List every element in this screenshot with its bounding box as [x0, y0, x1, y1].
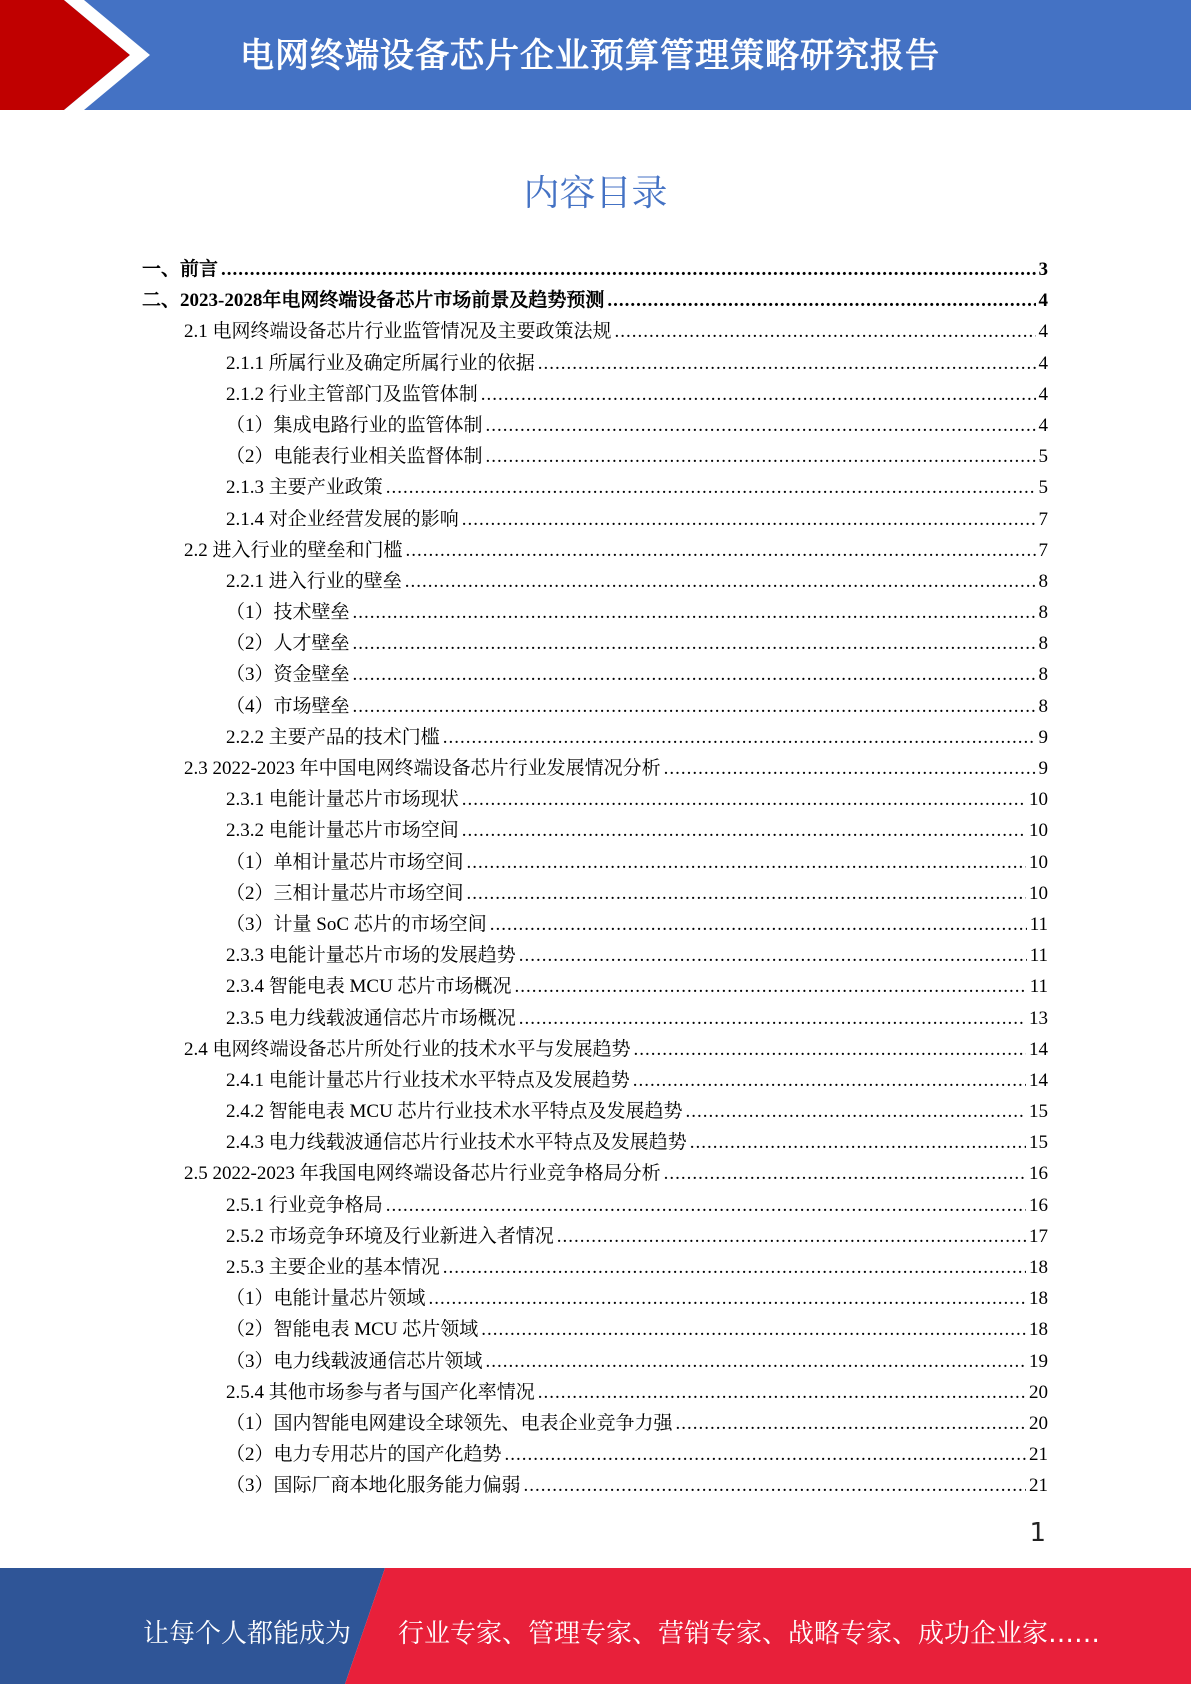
toc-entry-title: （2）人才壁垒 — [226, 633, 350, 655]
toc-entry-page: 10 — [1029, 882, 1048, 904]
toc-entry-page: 16 — [1029, 1194, 1048, 1216]
toc-entry-title: 2.5 2022-2023 年我国电网终端设备芯片行业竞争格局分析 — [184, 1163, 661, 1185]
toc-entry[interactable] — [142, 815, 1048, 846]
toc-dot-leader — [664, 753, 1036, 784]
toc-entry-title: 2.3.2 电能计量芯片市场空间 — [226, 820, 459, 842]
toc-dot-leader — [505, 1439, 1026, 1470]
toc-entry[interactable] — [142, 1096, 1048, 1127]
toc-entry-page: 8 — [1038, 695, 1048, 717]
toc-entry[interactable] — [142, 1127, 1048, 1158]
toc-entry[interactable] — [142, 691, 1048, 722]
toc-dot-leader — [406, 535, 1036, 566]
toc-entry-title: 2.3.5 电力线载波通信芯片市场概况 — [226, 1007, 516, 1029]
toc-dot-leader — [462, 784, 1026, 815]
toc-dot-leader — [519, 1003, 1026, 1034]
toc-entry[interactable] — [142, 1158, 1048, 1189]
toc-entry[interactable] — [142, 878, 1048, 909]
toc-dot-leader — [615, 316, 1036, 347]
toc-entry-title: （4）市场壁垒 — [226, 695, 350, 717]
toc-entry[interactable] — [142, 1190, 1048, 1221]
toc-dot-leader — [221, 254, 1035, 285]
toc-entry-title: 2.1.3 主要产业政策 — [226, 477, 383, 499]
toc-dot-leader — [538, 1377, 1026, 1408]
toc-entry-page: 11 — [1029, 913, 1048, 935]
toc-entry-page: 15 — [1029, 1132, 1048, 1154]
toc-entry-page: 5 — [1038, 446, 1048, 468]
toc-entry-title: （2）电力专用芯片的国产化趋势 — [226, 1444, 502, 1466]
toc-entry[interactable] — [142, 847, 1048, 878]
toc-dot-leader — [686, 1096, 1026, 1127]
toc-dot-leader — [486, 1346, 1026, 1377]
toc-entry-page: 4 — [1038, 383, 1048, 405]
page-number: 1 — [1029, 1518, 1046, 1548]
toc-entry[interactable] — [142, 940, 1048, 971]
toc-entry-page: 8 — [1038, 664, 1048, 686]
toc-entry-page: 9 — [1038, 758, 1048, 779]
toc-entry[interactable] — [142, 535, 1048, 566]
toc-entry-page: 17 — [1029, 1225, 1048, 1247]
toc-entry[interactable] — [142, 659, 1048, 690]
toc-entry[interactable] — [142, 348, 1048, 379]
toc-entry-title: 2.2.1 进入行业的壁垒 — [226, 570, 402, 592]
toc-dot-leader — [664, 1158, 1026, 1189]
toc-entry-page: 16 — [1029, 1163, 1048, 1185]
toc-entry-page: 19 — [1029, 1350, 1048, 1372]
toc-entry[interactable] — [142, 1377, 1048, 1408]
toc-entry-title: （1）电能计量芯片领域 — [226, 1288, 426, 1310]
toc-entry[interactable] — [142, 1003, 1048, 1034]
toc-entry-page: 15 — [1029, 1101, 1048, 1123]
toc-entry-page: 8 — [1038, 633, 1048, 655]
toc-entry[interactable] — [142, 1065, 1048, 1096]
toc-dot-leader — [607, 285, 1035, 316]
toc-dot-leader — [481, 1314, 1026, 1345]
toc-entry-title: 2.5.2 市场竞争环境及行业新进入者情况 — [226, 1225, 554, 1247]
toc-entry[interactable] — [142, 441, 1048, 472]
toc-entry-page: 8 — [1038, 602, 1048, 624]
toc-entry-title: 2.5.4 其他市场参与者与国产化率情况 — [226, 1381, 535, 1403]
toc-entry-title: （3）电力线载波通信芯片领域 — [226, 1350, 483, 1372]
toc-entry-page: 3 — [1038, 259, 1048, 280]
toc-entry[interactable] — [142, 1314, 1048, 1345]
toc-entry-page: 4 — [1038, 321, 1048, 343]
footer-slogan-left: 让每个人都能成为 — [143, 1619, 352, 1649]
toc-entry-title: 2.1.4 对企业经营发展的影响 — [226, 508, 459, 530]
toc-entry-page: 8 — [1038, 570, 1048, 592]
toc-entry-title: 2.3.3 电能计量芯片市场的发展趋势 — [226, 945, 516, 967]
toc-entry[interactable] — [142, 722, 1048, 753]
toc-entry-page: 11 — [1029, 945, 1048, 967]
toc-entry-title: （2）三相计量芯片市场空间 — [226, 882, 464, 904]
toc-entry-title: 2.4.3 电力线载波通信芯片行业技术水平特点及发展趋势 — [226, 1132, 687, 1154]
toc-dot-leader — [353, 659, 1036, 690]
toc-dot-leader — [353, 691, 1036, 722]
toc-dot-leader — [690, 1127, 1026, 1158]
toc-entry[interactable] — [142, 1283, 1048, 1314]
toc-entry-title: （3）计量 SoC 芯片的市场空间 — [226, 913, 487, 935]
toc-entry-page: 10 — [1029, 851, 1048, 873]
toc-entry-title: 2.5.1 行业竞争格局 — [226, 1194, 383, 1216]
toc-entry-title: 2.4 电网终端设备芯片所处行业的技术水平与发展趋势 — [184, 1038, 631, 1060]
toc-entry-title: 2.1 电网终端设备芯片行业监管情况及主要政策法规 — [184, 321, 612, 343]
toc-entry-title: 2.1.2 行业主管部门及监管体制 — [226, 383, 478, 405]
toc-entry[interactable] — [142, 285, 1048, 316]
toc-dot-leader — [386, 1190, 1026, 1221]
toc-entry[interactable] — [142, 1034, 1048, 1065]
toc-entry-page: 18 — [1029, 1288, 1048, 1310]
toc-entry-page: 10 — [1029, 820, 1048, 842]
toc-entry-title: 2.2.2 主要产品的技术门槛 — [226, 726, 440, 748]
toc-entry[interactable] — [142, 753, 1048, 784]
page-footer — [0, 1568, 1191, 1684]
toc-entry[interactable] — [142, 784, 1048, 815]
toc-entry-page: 4 — [1038, 414, 1048, 436]
toc-entry-page: 7 — [1038, 508, 1048, 530]
toc-entry-title: （2）智能电表 MCU 芯片领域 — [226, 1319, 479, 1341]
toc-entry[interactable] — [142, 410, 1048, 441]
toc-entry-page: 4 — [1038, 352, 1048, 374]
footer-slogan-right: 行业专家、管理专家、营销专家、战略专家、成功企业家…… — [398, 1619, 1101, 1649]
toc-dot-leader — [633, 1065, 1026, 1096]
toc-entry-page: 21 — [1029, 1475, 1048, 1497]
toc-dot-leader — [467, 847, 1026, 878]
toc-entry-page: 11 — [1029, 976, 1048, 998]
toc-entry[interactable] — [142, 254, 1048, 285]
toc-entry-page: 18 — [1029, 1319, 1048, 1341]
toc-dot-leader — [490, 909, 1027, 940]
toc-entry[interactable] — [142, 1439, 1048, 1470]
toc-dot-leader — [467, 878, 1026, 909]
toc-entry-title: 2.4.1 电能计量芯片行业技术水平特点及发展趋势 — [226, 1069, 630, 1091]
toc-dot-leader — [462, 815, 1026, 846]
toc-entry-title: （1）技术壁垒 — [226, 602, 350, 624]
toc-entry[interactable] — [142, 1221, 1048, 1252]
toc-entry[interactable] — [142, 1252, 1048, 1283]
toc-dot-leader — [557, 1221, 1026, 1252]
toc-entry-page: 21 — [1029, 1444, 1048, 1466]
toc-entry-title: 2.4.2 智能电表 MCU 芯片行业技术水平特点及发展趋势 — [226, 1101, 683, 1123]
toc-entry[interactable] — [142, 316, 1048, 347]
toc-entry[interactable] — [142, 504, 1048, 535]
toc-entry-title: 一、前言 — [142, 259, 219, 280]
toc-entry[interactable] — [142, 1346, 1048, 1377]
toc-entry-page: 9 — [1038, 726, 1048, 748]
toc-entry-page: 5 — [1038, 477, 1048, 499]
toc-entry[interactable] — [142, 566, 1048, 597]
toc-entry-page: 14 — [1029, 1069, 1048, 1091]
toc-entry-title: （1）国内智能电网建设全球领先、电表企业竞争力强 — [226, 1412, 673, 1434]
toc-dot-leader — [486, 441, 1036, 472]
toc-entry-title: 2.3.1 电能计量芯片市场现状 — [226, 789, 459, 811]
toc-entry-title: （3）资金壁垒 — [226, 664, 350, 686]
toc-entry-title: 二、2023-2028年电网终端设备芯片市场前景及趋势预测 — [142, 290, 605, 312]
page-header — [0, 0, 1191, 110]
toc-entry[interactable] — [142, 1408, 1048, 1439]
table-of-contents — [142, 254, 1048, 1502]
toc-dot-leader — [353, 597, 1036, 628]
toc-entry[interactable] — [142, 472, 1048, 503]
toc-dot-leader — [443, 1252, 1026, 1283]
toc-entry-page: 18 — [1029, 1257, 1048, 1278]
toc-dot-leader — [429, 1283, 1026, 1314]
toc-entry-title: 2.5.3 主要企业的基本情况 — [226, 1257, 440, 1278]
toc-entry-title: （2）电能表行业相关监督体制 — [226, 446, 483, 468]
toc-dot-leader — [634, 1034, 1026, 1065]
toc-entry[interactable] — [142, 379, 1048, 410]
toc-dot-leader — [524, 1470, 1026, 1501]
toc-dot-leader — [538, 348, 1036, 379]
toc-entry-page: 20 — [1029, 1412, 1048, 1434]
toc-entry[interactable] — [142, 909, 1048, 940]
toc-entry-title: （3）国际厂商本地化服务能力偏弱 — [226, 1475, 521, 1497]
toc-entry-title: （1）集成电路行业的监管体制 — [226, 414, 483, 436]
toc-entry-page: 20 — [1029, 1381, 1048, 1403]
toc-entry-page: 14 — [1029, 1038, 1048, 1060]
toc-entry[interactable] — [142, 971, 1048, 1002]
toc-entry-title: 2.1.1 所属行业及确定所属行业的依据 — [226, 352, 535, 374]
toc-heading: 内容目录 — [523, 173, 668, 214]
toc-entry-title: 2.3.4 智能电表 MCU 芯片市场概况 — [226, 976, 512, 998]
report-title: 电网终端设备芯片企业预算管理策略研究报告 — [240, 36, 940, 76]
toc-dot-leader — [353, 628, 1036, 659]
toc-entry-title: （1）单相计量芯片市场空间 — [226, 851, 464, 873]
toc-dot-leader — [405, 566, 1036, 597]
toc-dot-leader — [481, 379, 1036, 410]
toc-entry-title: 2.3 2022-2023 年中国电网终端设备芯片行业发展情况分析 — [184, 758, 661, 779]
toc-entry-page: 13 — [1029, 1007, 1048, 1029]
toc-dot-leader — [676, 1408, 1026, 1439]
toc-dot-leader — [486, 410, 1036, 441]
toc-entry[interactable] — [142, 1470, 1048, 1501]
toc-entry-page: 10 — [1029, 789, 1048, 811]
toc-dot-leader — [386, 472, 1036, 503]
toc-dot-leader — [515, 971, 1027, 1002]
toc-dot-leader — [519, 940, 1027, 971]
toc-dot-leader — [462, 504, 1036, 535]
toc-entry-page: 4 — [1038, 290, 1048, 312]
toc-entry-page: 7 — [1038, 539, 1048, 561]
toc-entry-title: 2.2 进入行业的壁垒和门槛 — [184, 539, 403, 561]
toc-entry[interactable] — [142, 628, 1048, 659]
toc-dot-leader — [443, 722, 1036, 753]
toc-entry[interactable] — [142, 597, 1048, 628]
